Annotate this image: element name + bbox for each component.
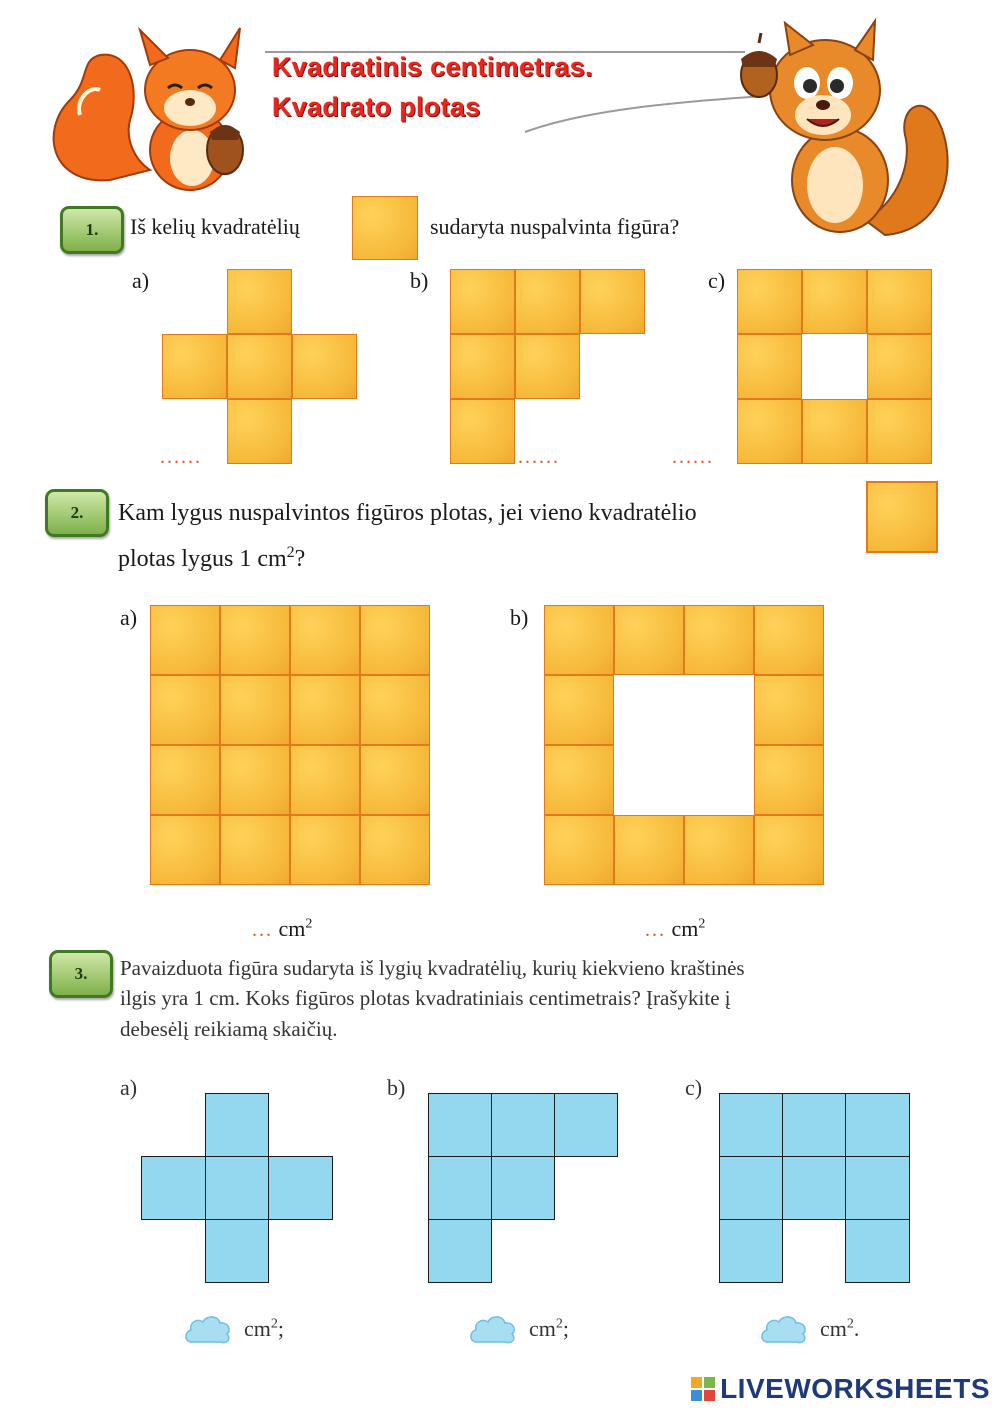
tile (162, 334, 227, 399)
tile (268, 1156, 333, 1220)
answer-dots[interactable]: ... (252, 919, 273, 941)
cloud-answer-input[interactable] (758, 1312, 810, 1346)
task-3-label-a: a) (120, 1075, 138, 1100)
header (0, 0, 1000, 200)
tile (290, 605, 360, 675)
tile (845, 1156, 910, 1220)
tile (428, 1093, 492, 1157)
tile (141, 1156, 206, 1220)
tile (491, 1156, 555, 1220)
unit-suffix: ; (562, 1316, 570, 1341)
tile (782, 1156, 846, 1220)
tile (754, 745, 824, 815)
task-1-answer-b[interactable]: ...... (518, 446, 560, 468)
tile (150, 605, 220, 675)
task-1-answer-c[interactable]: ...... (672, 446, 714, 468)
tile (754, 815, 824, 885)
tile (580, 269, 645, 334)
tile (150, 815, 220, 885)
unit-sup: 2 (846, 1316, 854, 1332)
task-1-badge: 1. (60, 206, 124, 254)
title-line-2: Kvadrato plotas (272, 92, 481, 122)
tile (719, 1093, 783, 1157)
tile (205, 1093, 269, 1157)
tile (614, 815, 684, 885)
tile (150, 745, 220, 815)
tile (450, 334, 515, 399)
task-2-badge: 2. (45, 489, 109, 537)
unit-text: cm (529, 1316, 556, 1341)
tile (554, 1093, 618, 1157)
unit-text: cm (278, 916, 306, 941)
unit-label (529, 1316, 569, 1342)
task-2-line-2-sup: 2 (286, 544, 295, 561)
task-2-line-2-suffix: ? (294, 546, 306, 572)
tile (220, 745, 290, 815)
tile (220, 675, 290, 745)
tile (205, 1219, 269, 1283)
tile (515, 334, 580, 399)
unit-text: cm (244, 1316, 271, 1341)
tile (845, 1219, 910, 1283)
tile (220, 815, 290, 885)
task-3-line-2: ilgis yra 1 cm. Koks figūros plotas kvadratiniais centimetrais? Įrašykite į (120, 986, 731, 1010)
tile (737, 334, 802, 399)
task-2-sample-square (866, 481, 938, 553)
tile (450, 399, 515, 464)
tile (360, 605, 430, 675)
tile (428, 1156, 492, 1220)
tile (737, 269, 802, 334)
unit-label (244, 1316, 284, 1342)
task-2-line-1: Kam lygus nuspalvintos figūros plotas, jei vieno kvadratėlio (118, 500, 697, 526)
answer-dots[interactable]: ... (645, 919, 666, 941)
tile (292, 334, 357, 399)
tile (544, 675, 614, 745)
liveworksheets-logo (690, 1373, 990, 1405)
cloud-answer-input[interactable] (467, 1312, 519, 1346)
task-1-label-b: b) (410, 268, 429, 293)
task-2-label-a: a) (120, 605, 138, 630)
tile (544, 815, 614, 885)
tile (150, 675, 220, 745)
task-3-line-3: debesėlį reikiamą skaičių. (120, 1017, 338, 1041)
tile (360, 815, 430, 885)
tile (544, 605, 614, 675)
squirrel-right-illustration (735, 15, 965, 245)
task-1-label-c: c) (708, 268, 726, 293)
tile (719, 1156, 783, 1220)
task-1-text-after: sudaryta nuspalvinta figūra? (430, 214, 680, 239)
tile (614, 605, 684, 675)
tile (290, 815, 360, 885)
tile (515, 269, 580, 334)
tile (845, 1093, 910, 1157)
tile (684, 815, 754, 885)
tile (754, 605, 824, 675)
task-2-answer-a[interactable] (252, 916, 312, 942)
task-3-badge: 3. (49, 950, 113, 998)
tile (802, 269, 867, 334)
tile (428, 1219, 492, 1283)
task-2-line-2-text: plotas lygus 1 cm (118, 546, 287, 572)
unit-suffix: . (853, 1316, 860, 1341)
tile (205, 1156, 269, 1220)
tile (802, 399, 867, 464)
task-3-label-c: c) (685, 1075, 703, 1100)
unit-text: cm (671, 916, 699, 941)
tile (544, 745, 614, 815)
task-2-label-b: b) (510, 605, 529, 630)
unit-suffix: ; (277, 1316, 285, 1341)
unit-sup: 2 (270, 1316, 278, 1332)
squirrel-left-illustration (40, 20, 260, 195)
tile (867, 269, 932, 334)
tile (491, 1093, 555, 1157)
tile (684, 605, 754, 675)
tile (227, 399, 292, 464)
task-1-text-before: Iš kelių kvadratėlių (130, 214, 300, 239)
unit-sup: 2 (305, 916, 313, 932)
unit-text: cm (820, 1316, 847, 1341)
tile (754, 675, 824, 745)
tile (867, 334, 932, 399)
tile (227, 269, 292, 334)
task-2-line-2 (118, 544, 305, 573)
task-3-label-b: b) (387, 1075, 406, 1100)
tile (737, 399, 802, 464)
unit-label (820, 1316, 859, 1342)
unit-sup: 2 (698, 916, 706, 932)
tile (290, 745, 360, 815)
tile (867, 399, 932, 464)
tile (450, 269, 515, 334)
liveworksheets-icon (690, 1376, 716, 1402)
task-2-answer-b[interactable] (645, 916, 705, 942)
liveworksheets-brand: LIVEWORKSHEETS (720, 1373, 990, 1404)
tile (227, 334, 292, 399)
tile (220, 605, 290, 675)
tile (782, 1093, 846, 1157)
task-1-answer-a[interactable]: ...... (160, 446, 202, 468)
task-1-label-a: a) (132, 268, 150, 293)
cloud-answer-input[interactable] (182, 1312, 234, 1346)
tile (360, 745, 430, 815)
task-1-sample-square (352, 196, 418, 260)
task-3-line-1: Pavaizduota figūra sudaryta iš lygių kvadratėlių, kurių kiekvieno kraštinės (120, 956, 745, 980)
tile (719, 1219, 783, 1283)
tile (290, 675, 360, 745)
title-line-1: Kvadratinis centimetras. (272, 52, 593, 82)
tile (360, 675, 430, 745)
unit-sup: 2 (555, 1316, 563, 1332)
